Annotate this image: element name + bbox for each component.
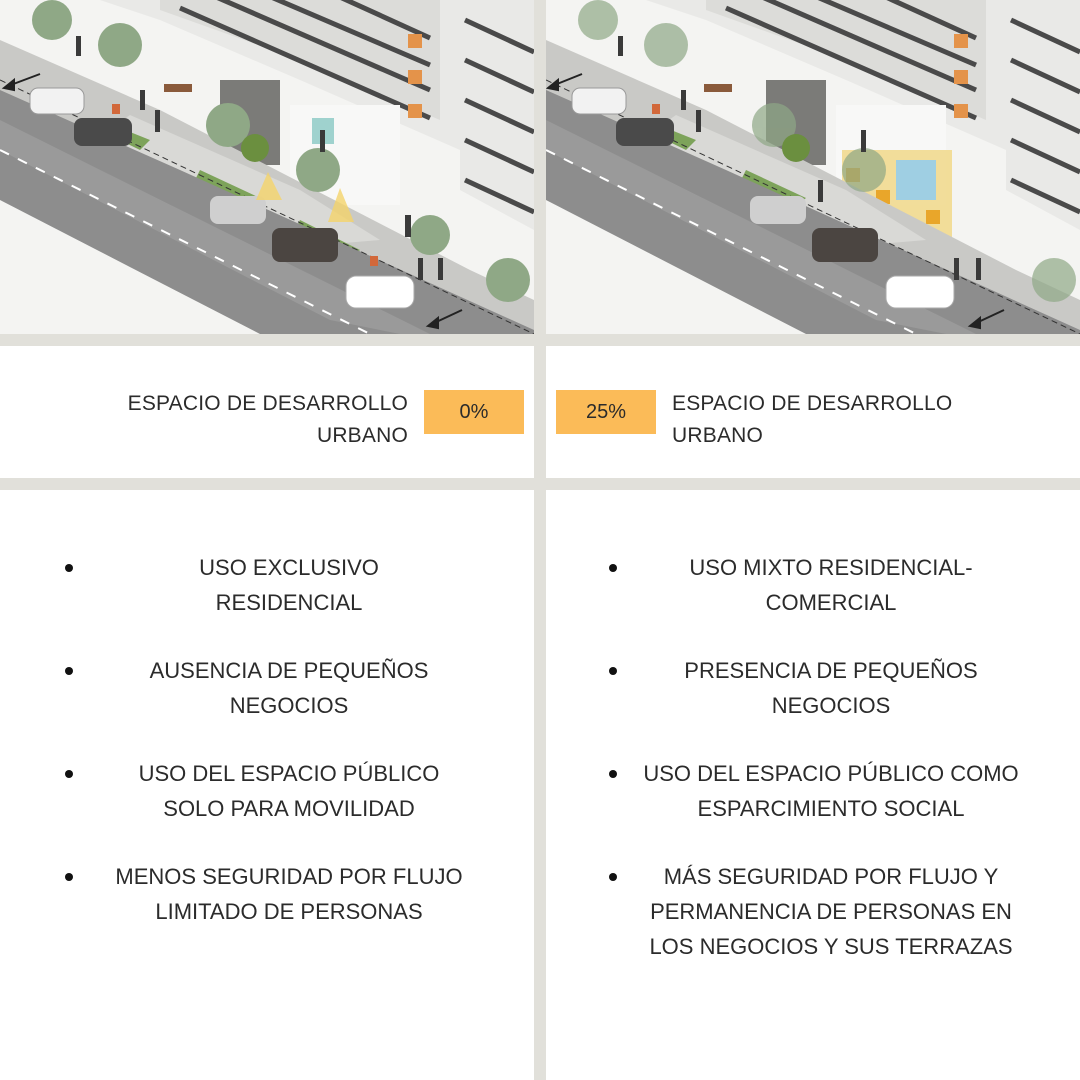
bullet-icon <box>609 770 617 778</box>
isometric-street-scene <box>546 0 1080 334</box>
characteristics-list-current <box>0 490 534 1080</box>
isometric-street-scene <box>0 0 534 334</box>
bullet-list <box>0 550 534 962</box>
characteristics-list-proposed <box>546 490 1080 1080</box>
list-item: USO DEL ESPACIO PÚBLICO COMO ESPARCIMIENTO SOCIAL <box>546 756 1080 826</box>
bullet-icon <box>65 564 73 572</box>
street-illustration-current <box>0 0 534 334</box>
percent-badge: 0% <box>424 390 524 434</box>
list-item: USO MIXTO RESIDENCIAL- COMERCIAL <box>546 550 1080 620</box>
bullet-icon <box>609 564 617 572</box>
list-item: AUSENCIA DE PEQUEÑOS NEGOCIOS <box>0 653 534 723</box>
development-space-label: ESPACIO DE DESARROLLO URBANO <box>127 392 408 447</box>
list-item: MENOS SEGURIDAD POR FLUJO LIMITADO DE PERSONAS <box>0 859 534 929</box>
bullet-list <box>546 550 1080 997</box>
bullet-icon <box>609 873 617 881</box>
list-item: USO EXCLUSIVO RESIDENCIAL <box>0 550 534 620</box>
list-item: USO DEL ESPACIO PÚBLICO SOLO PARA MOVILIDAD <box>0 756 534 826</box>
bullet-icon <box>65 770 73 778</box>
bullet-icon <box>609 667 617 675</box>
bullet-icon <box>65 873 73 881</box>
list-item: MÁS SEGURIDAD POR FLUJO Y PERMANENCIA DE PERSONAS EN LOS NEGOCIOS Y SUS TERRAZAS <box>546 859 1080 964</box>
development-space-label-proposed <box>546 346 1080 478</box>
list-item: PRESENCIA DE PEQUEÑOS NEGOCIOS <box>546 653 1080 723</box>
development-space-label-current <box>0 346 534 478</box>
development-space-label: ESPACIO DE DESARROLLO URBANO <box>672 392 953 447</box>
percent-badge: 25% <box>556 390 656 434</box>
bullet-icon <box>65 667 73 675</box>
street-illustration-proposed <box>546 0 1080 334</box>
